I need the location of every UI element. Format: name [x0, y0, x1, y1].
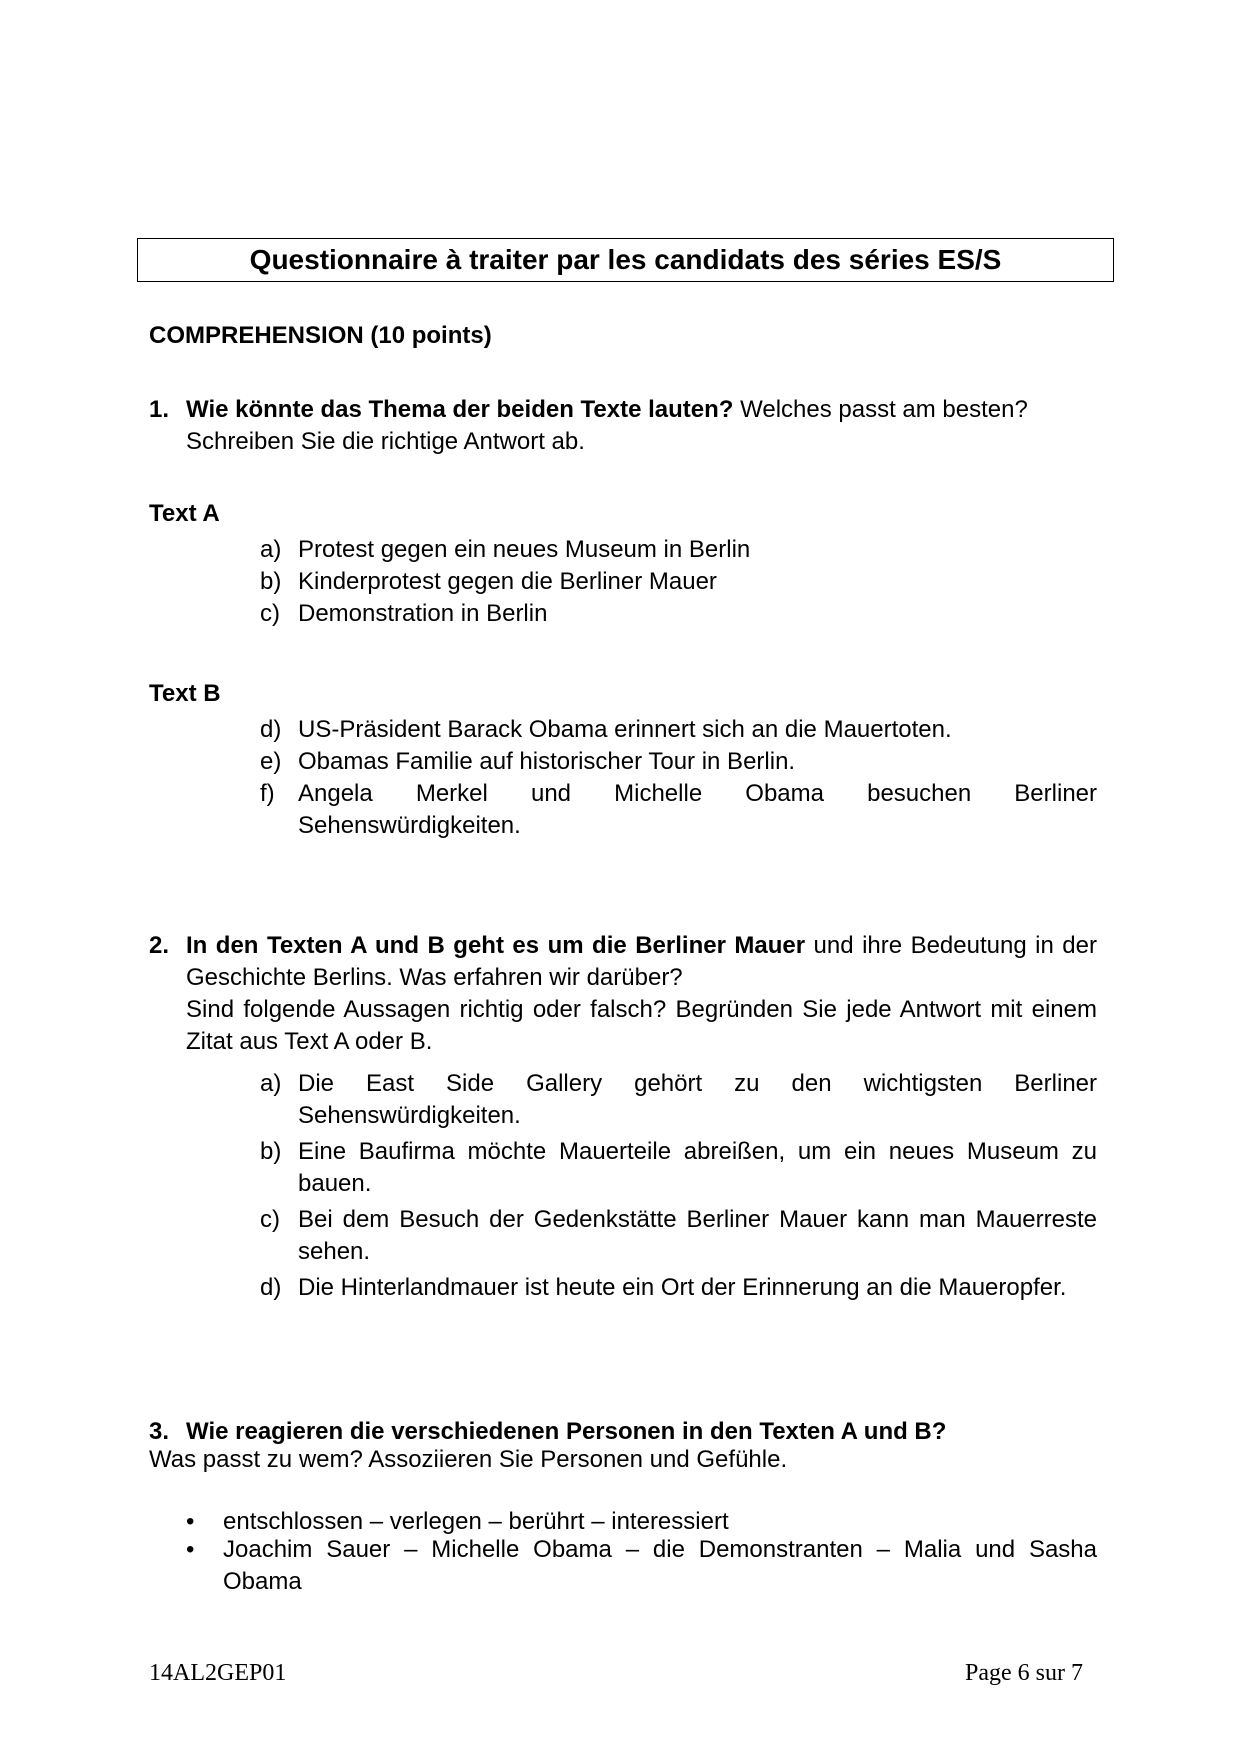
bullet-icon: • [186, 1508, 195, 1535]
option-d [260, 714, 1097, 746]
question-2-number: 2. [149, 932, 170, 959]
option-b-label: b) [260, 568, 282, 595]
text-b-label: Text B [149, 680, 221, 707]
footer-code: 14AL2GEP01 [149, 1660, 287, 1686]
statement-c-text: Bei dem Besuch der Gedenkstätte Berliner Mauer kann man Mauerreste sehen. [298, 1206, 1097, 1265]
option-c-text: Demonstration in Berlin [298, 600, 548, 627]
question-1-rest: Welches passt am besten? [733, 396, 1028, 423]
question-1-bold: Wie könnte das Thema der beiden Texte lauten? [186, 396, 734, 423]
question-2-bold: In den Texten A und B geht es um die Berliner Mauer [186, 932, 806, 959]
question-1 [149, 394, 1097, 458]
question-2 [149, 930, 1097, 1058]
statement-c-label: c) [260, 1206, 280, 1233]
bullet-list [186, 1506, 1097, 1598]
option-f-text: Angela Merkel und Michelle Obama besuchen Berliner Sehenswürdigkeiten. [298, 780, 1097, 839]
bullet-text-2: Joachim Sauer – Michelle Obama – die Demonstranten – Malia und Sasha Obama [223, 1536, 1097, 1595]
option-b [260, 566, 860, 598]
text-b-options [260, 714, 1097, 842]
option-b-text: Kinderprotest gegen die Berliner Mauer [298, 568, 717, 595]
question-1-line2: Schreiben Sie die richtige Antwort ab. [186, 428, 585, 455]
option-c-label: c) [260, 600, 280, 627]
footer-page-number: Page 6 sur 7 [965, 1660, 1083, 1686]
question-1-number: 1. [149, 396, 170, 423]
option-e-text: Obamas Familie auf historischer Tour in Berlin. [298, 748, 796, 775]
statement-d-label: d) [260, 1274, 282, 1301]
question-3-line2: Was passt zu wem? Assoziieren Sie Personen und Gefühle. [149, 1446, 788, 1473]
page-title [137, 238, 1114, 282]
statement-a-label: a) [260, 1070, 282, 1097]
statements-list [260, 1068, 1097, 1304]
statement-b [260, 1136, 1097, 1200]
text-a-label: Text A [149, 500, 220, 527]
question-2-line3: Sind folgende Aussagen richtig oder falsch? Begründen Sie jede Antwort mit einem Zitat aus Text A oder B. [186, 996, 1097, 1055]
statement-a-text: Die East Side Gallery gehört zu den wichtigsten Berliner Sehenswürdigkeiten. [298, 1070, 1097, 1129]
option-a-text: Protest gegen ein neues Museum in Berlin [298, 536, 751, 563]
question-3-number: 3. [149, 1418, 170, 1445]
option-e [260, 746, 1097, 778]
bullet-item [186, 1534, 1097, 1598]
question-3-bold: Wie reagieren die verschiedenen Personen in den Texten A und B? [186, 1418, 947, 1445]
bullet-icon: • [186, 1536, 195, 1563]
text-a-options [260, 534, 860, 630]
statement-d [260, 1272, 1097, 1304]
statement-a [260, 1068, 1097, 1132]
option-d-text: US-Präsident Barack Obama erinnert sich an die Mauertoten. [298, 716, 952, 743]
option-f [260, 778, 1097, 842]
question-2-rest: und ihre Bedeutung in der Geschichte Berlins. Was erfahren wir darüber? [186, 932, 1097, 991]
option-a-label: a) [260, 536, 282, 563]
statement-b-label: b) [260, 1138, 282, 1165]
statement-c [260, 1204, 1097, 1268]
statement-d-text: Die Hinterlandmauer ist heute ein Ort der Erinnerung an die Maueropfer. [298, 1274, 1067, 1301]
option-e-label: e) [260, 748, 282, 775]
option-d-label: d) [260, 716, 282, 743]
page-title-text: Questionnaire à traiter par les candidats des séries ES/S [249, 244, 1002, 275]
option-f-label: f) [260, 780, 275, 807]
option-c [260, 598, 860, 630]
bullet-text-1: entschlossen – verlegen – berührt – interessiert [223, 1508, 729, 1535]
statement-b-text: Eine Baufirma möchte Mauerteile abreißen, um ein neues Museum zu bauen. [298, 1138, 1097, 1197]
section-heading: COMPREHENSION (10 points) [149, 322, 492, 349]
option-a [260, 534, 860, 566]
question-3 [149, 1416, 1097, 1476]
